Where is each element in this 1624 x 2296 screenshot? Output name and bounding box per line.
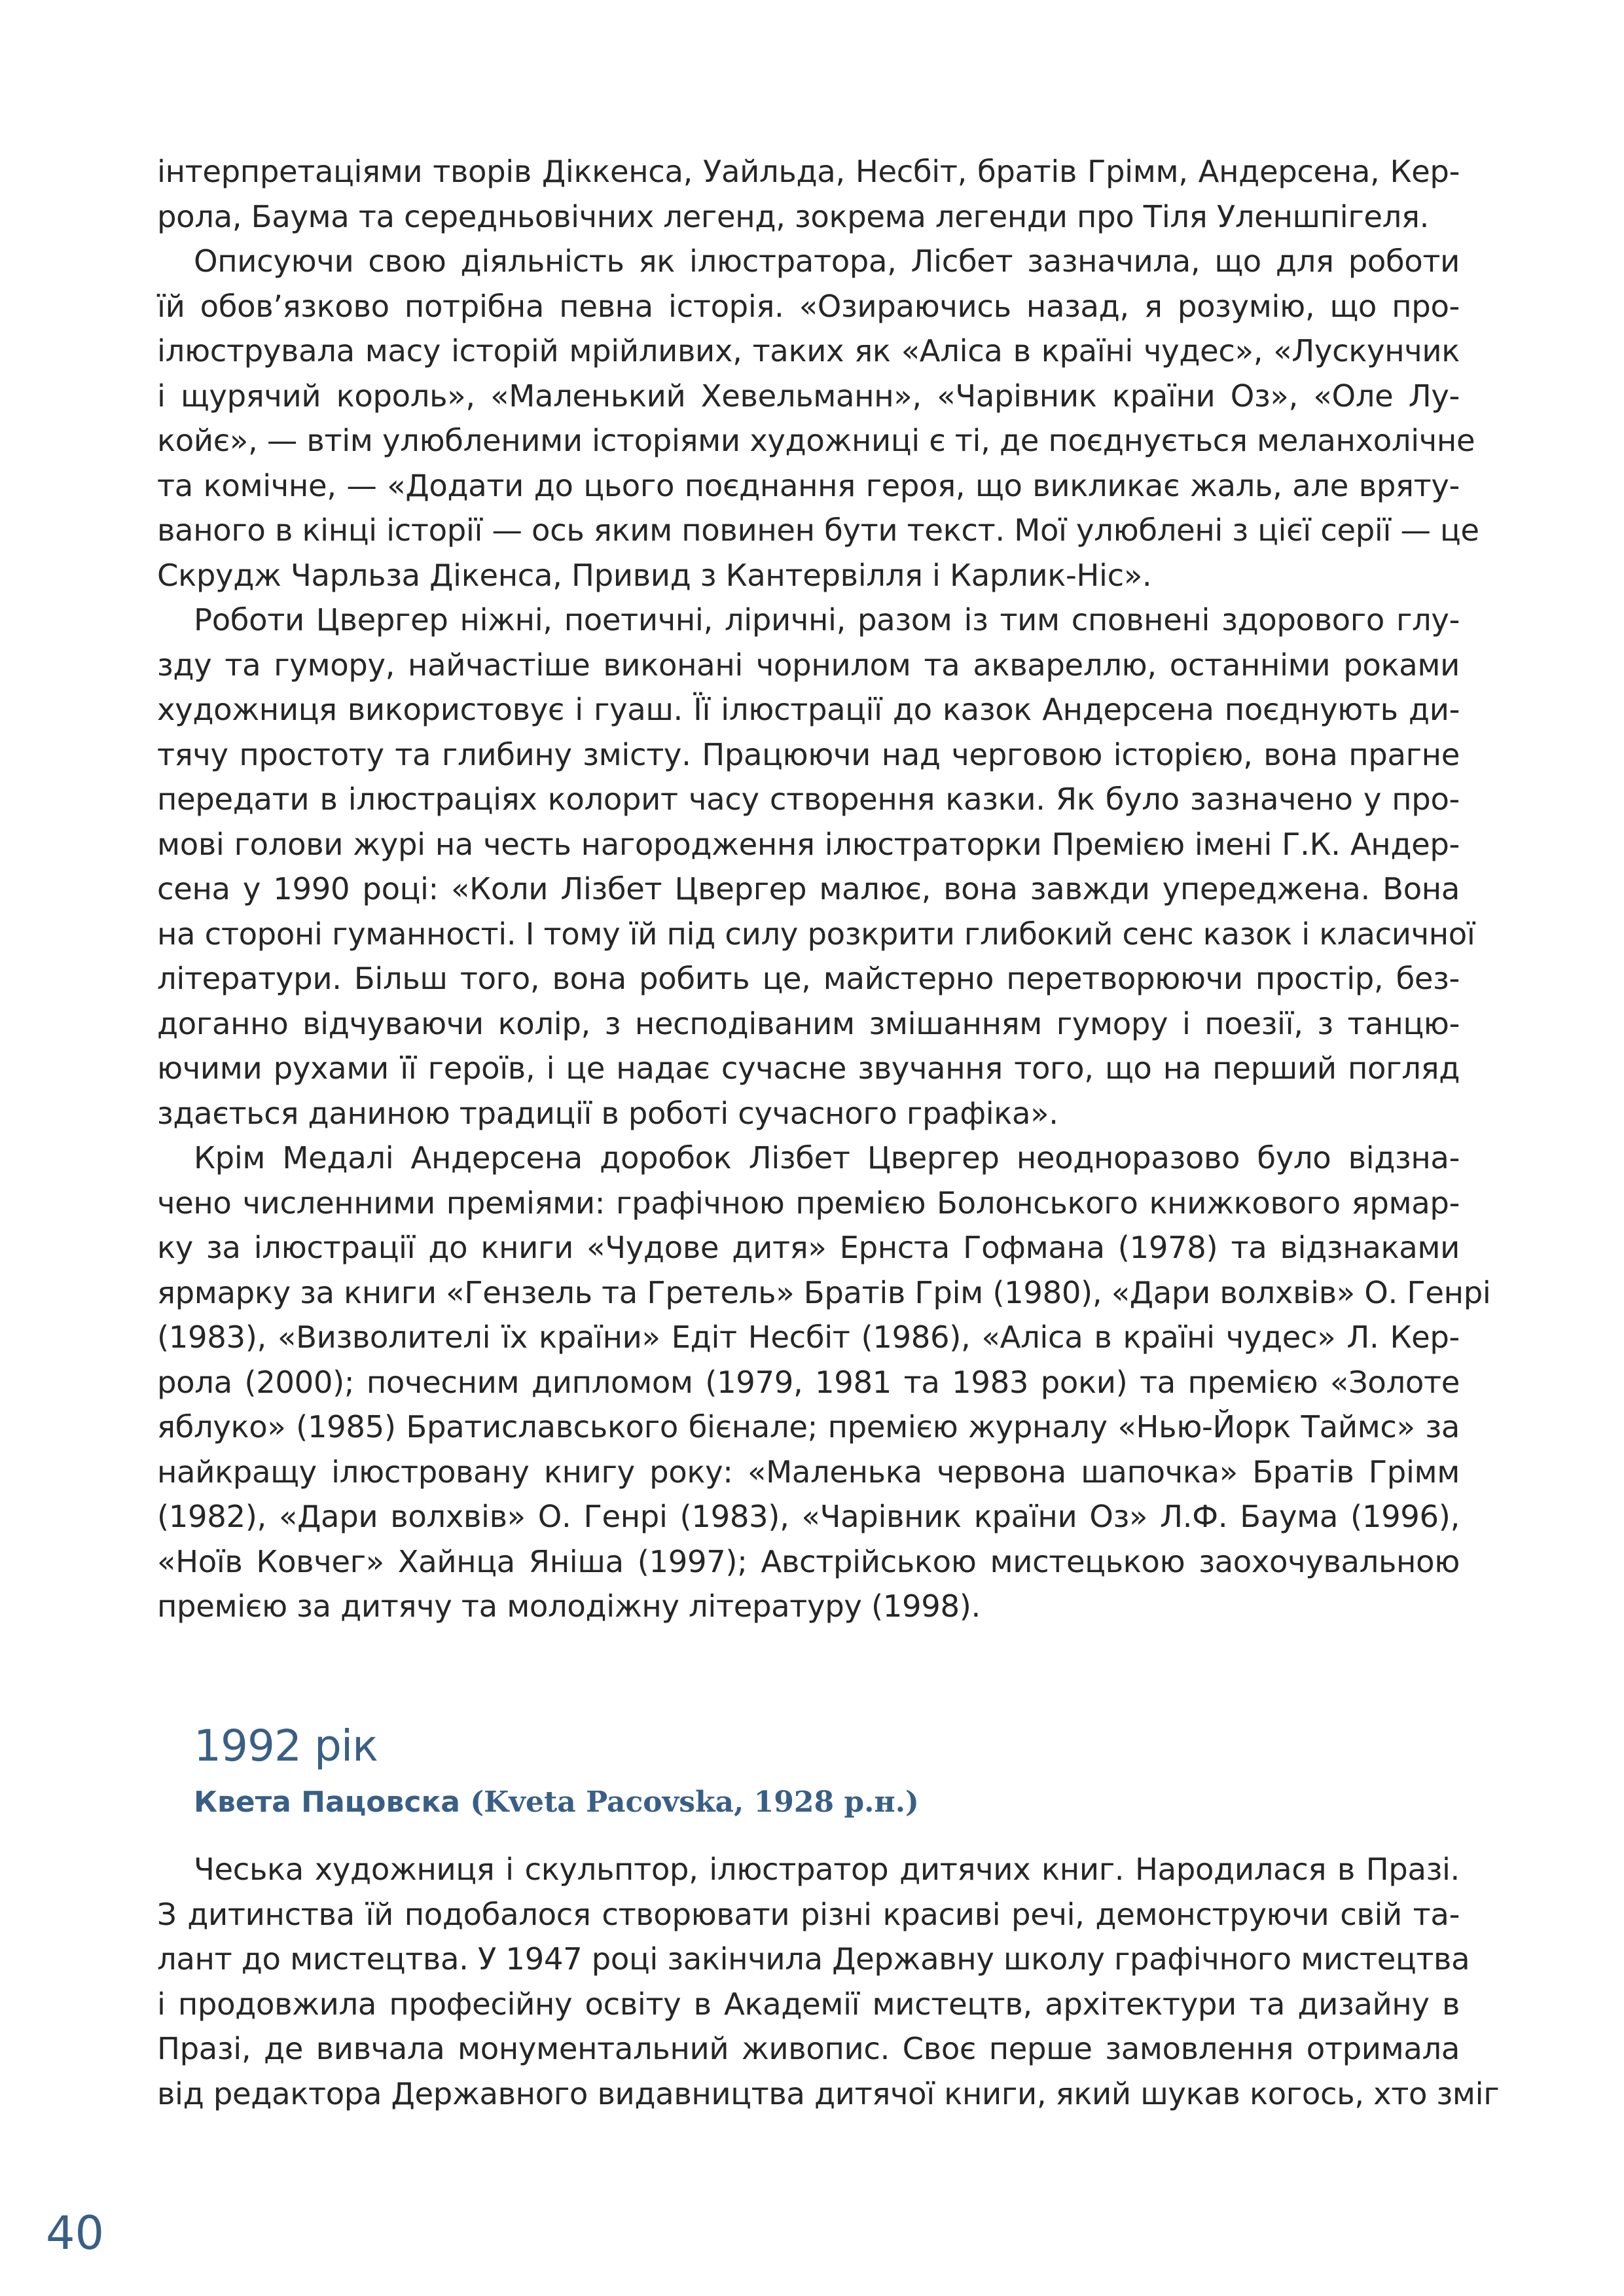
text-line: передати в ілюстраціях колорит часу створення казки. Як було зазначено у про- <box>157 781 1460 817</box>
text-line: (1983), «Визволителі їх країни» Едіт Несбіт (1986), «Аліса в країні чудес» Л. Кер- <box>157 1319 1460 1355</box>
text-line: премією за дитячу та молодіжну літературу (1998). <box>157 1588 981 1624</box>
text-line: рола (2000); почесним дипломом (1979, 1981 та 1983 роки) та премією «Золоте <box>157 1364 1460 1400</box>
text-line: койє», — втім улюбленими історіями художниці є ті, де поєднується меланхолічне <box>157 423 1475 458</box>
section-year-heading: 1992 рік <box>194 1721 378 1771</box>
text-line: Крім Медалі Андерсена доробок Лізбет Цвергер неодноразово було відзна- <box>194 1140 1460 1175</box>
text-line: і щурячий король», «Маленький Хевельманн», «Чарівник країни Оз», «Оле Лу- <box>157 378 1460 414</box>
text-line: на стороні гуманності. І тому їй під силу розкрити глибокий сенс казок і класичної <box>157 916 1475 952</box>
text-line: ваного в кінці історії — ось яким повинен бути текст. Мої улюблені з цієї серії — це <box>157 512 1479 548</box>
body-text-top <box>157 149 1491 1629</box>
text-line: (1982), «Дари волхвів» О. Генрі (1983), «Чарівник країни Оз» Л.Ф. Баума (1996), <box>157 1499 1460 1534</box>
text-line: яблуко» (1985) Братиславського бієнале; премією журналу «Нью-Йорк Таймс» за <box>157 1409 1460 1444</box>
text-line: сена у 1990 році: «Коли Лізбет Цвергер малює, вона завжди упереджена. Вона <box>157 871 1460 906</box>
text-line: тячу простоту та глибину змісту. Працюючи над черговою історією, вона прагне <box>157 736 1460 772</box>
text-line: ючими рухами її героїв, і це надає сучасне звучання того, що на перший погляд <box>157 1050 1460 1086</box>
body-text-bottom <box>157 1847 1500 2116</box>
text-line: рола, Баума та середньовічних легенд, зокрема легенди про Тіля Уленшпігеля. <box>157 198 1430 234</box>
text-line: літератури. Більш того, вона робить це, майстерно перетворюючи простір, без- <box>157 961 1460 996</box>
text-line: Чеська художниця і скульптор, ілюстратор дитячих книг. Народилася в Празі. <box>194 1852 1460 1887</box>
person-latin-name: (Kveta Pacovska, 1928 р.н.) <box>470 1785 919 1819</box>
text-line: найкращу ілюстровану книгу року: «Маленька червона шапочка» Братів Грімм <box>157 1454 1460 1490</box>
text-line: лант до мистецтва. У 1947 році закінчила Державну школу графічного мистецтва <box>157 1941 1470 1977</box>
text-line: і продовжила професійну освіту в Академії мистецтв, архітектури та дизайну в <box>157 1986 1460 2022</box>
text-line: З дитинства їй подобалося створювати різні красиві речі, демонструючи свій та- <box>157 1896 1460 1932</box>
text-line: їй обов’язково потрібна певна історія. «Озираючись назад, я розумію, що про- <box>157 288 1460 324</box>
text-line: мові голови журі на честь нагородження ілюстраторки Премією імені Г.К. Андер- <box>157 826 1460 862</box>
text-line: та комічне, — «Додати до цього поєднання героя, що викликає жаль, але вряту- <box>157 467 1460 503</box>
text-line: Скрудж Чарльза Дікенса, Привид з Кантервілля і Карлик-Ніс». <box>157 557 1152 593</box>
section-person-heading <box>194 1783 919 1822</box>
person-name: Квета Пацовска <box>194 1785 460 1819</box>
text-line: Роботи Цвергер ніжні, поетичні, ліричні, разом із тим сповнені здорового глу- <box>194 602 1460 637</box>
text-line: художниця використовує і гуаш. Її ілюстрації до казок Андерсена поєднують ди- <box>157 692 1460 727</box>
text-line: чено численними преміями: графічною премією Болонського книжкового ярмар- <box>157 1185 1460 1221</box>
text-line: доганно відчуваючи колір, з несподіваним змішанням гумору і поезії, з танцю- <box>157 1005 1460 1041</box>
page-number: 40 <box>46 2206 105 2260</box>
text-line: від редактора Державного видавництва дитячої книги, який шукав когось, хто зміг <box>157 2075 1500 2111</box>
text-line: «Ноїв Ковчег» Хайнца Яніша (1997); Австрійською мистецькою заохочувальною <box>157 1543 1460 1579</box>
text-line: ярмарку за книги «Гензель та Гретель» Братів Грім (1980), «Дари волхвів» О. Генрі <box>157 1274 1491 1310</box>
text-line: Празі, де вивчала монументальний живопис. Своє перше замовлення отримала <box>157 2031 1460 2066</box>
text-line: здається даниною традиції в роботі сучасного графіка». <box>157 1095 1058 1131</box>
text-line: ілюструвала масу історій мрійливих, таких як «Аліса в країні чудес», «Лускунчик <box>157 333 1460 368</box>
text-line: зду та гумору, найчастіше виконані чорнилом та аквареллю, останніми роками <box>157 647 1460 683</box>
text-line: Описуючи свою діяльність як ілюстратора, Лісбет зазначила, що для роботи <box>194 243 1460 279</box>
text-line: інтерпретаціями творів Діккенса, Уайльда, Несбіт, братів Грімм, Андерсена, Кер- <box>157 154 1460 189</box>
text-line: ку за ілюстрації до книги «Чудове дитя» Ернста Гофмана (1978) та відзнаками <box>157 1230 1460 1265</box>
